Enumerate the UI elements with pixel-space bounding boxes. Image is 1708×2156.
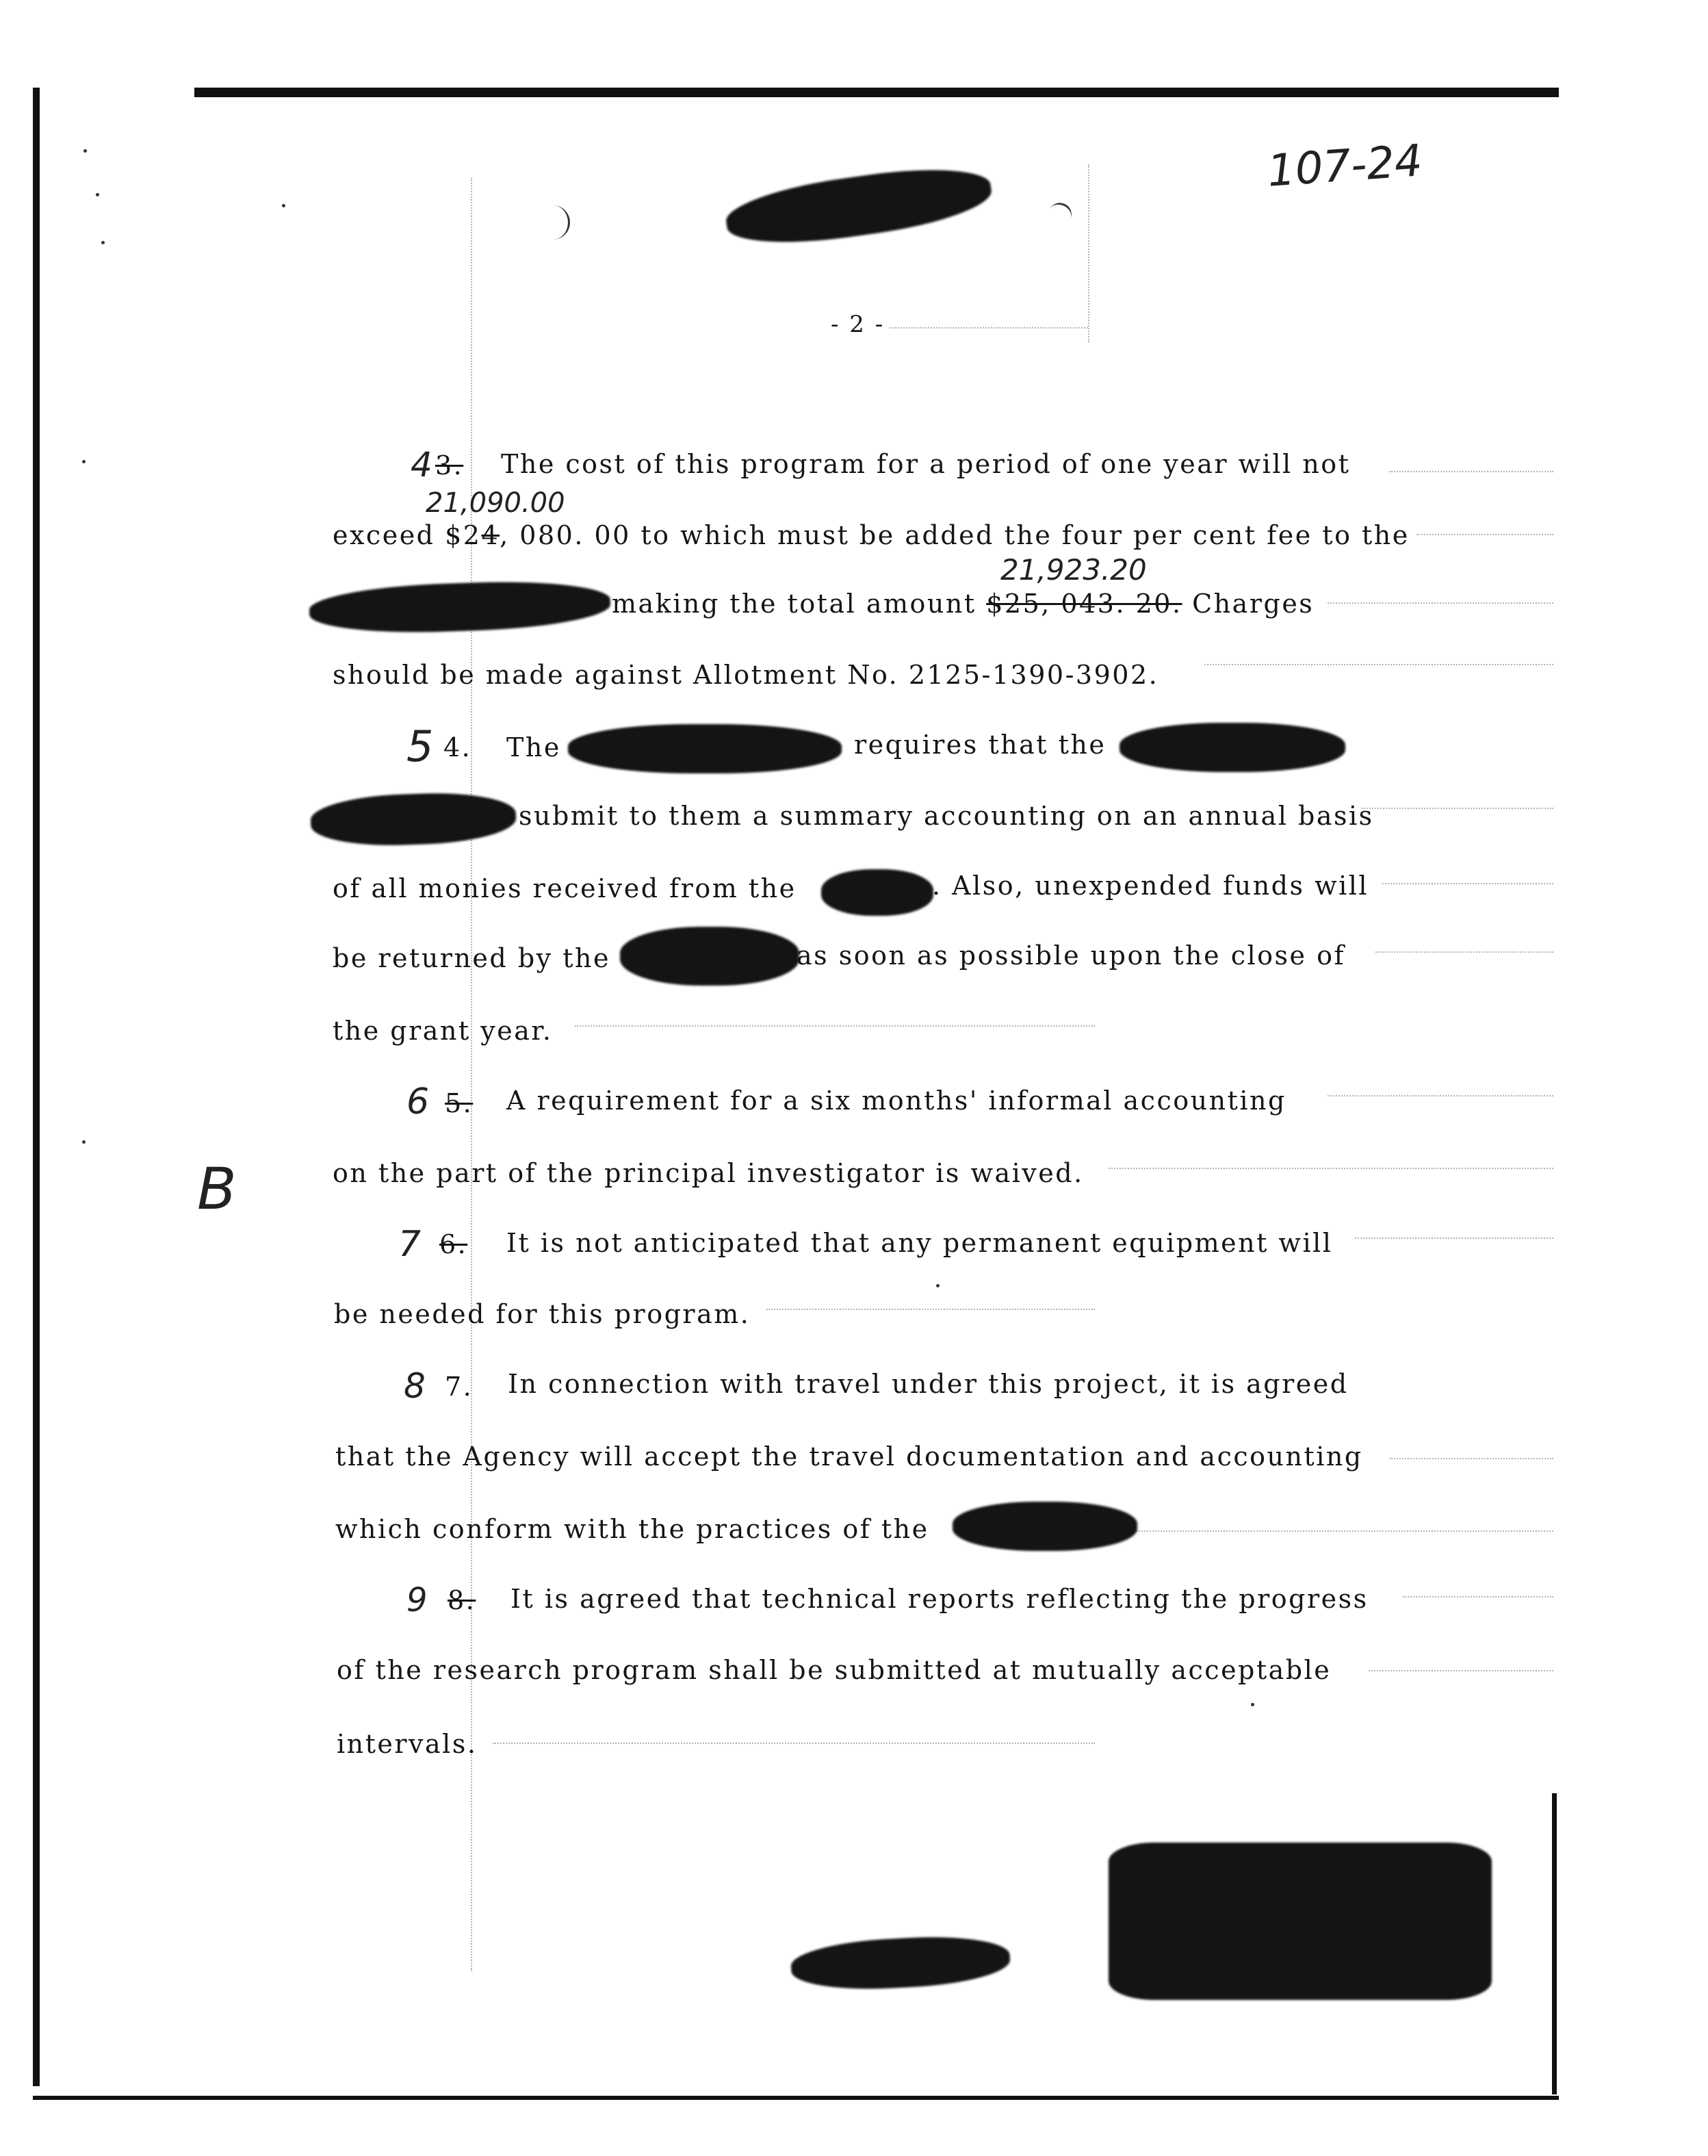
guide-line xyxy=(575,1025,1095,1027)
paragraph-7-line-1: In connection with travel under this project, it is agreed xyxy=(508,1369,1349,1399)
guide-line xyxy=(1204,664,1553,665)
redacted-signature-block xyxy=(1109,1843,1492,2000)
guide-line xyxy=(1382,883,1553,884)
hand-paragraph-number: 7 xyxy=(398,1224,422,1265)
scan-speck xyxy=(82,1140,86,1144)
paragraph-8-line-1: It is agreed that technical reports reflecting the progress xyxy=(510,1584,1369,1614)
redacted-text xyxy=(310,791,517,848)
typed-paragraph-number: 6. xyxy=(439,1229,468,1259)
paragraph-7-line-3: which conform with the practices of the xyxy=(335,1514,929,1544)
line-text: , 080. 00 to which must be added the four per cent fee to the xyxy=(500,520,1410,550)
paragraph-5-line-2: on the part of the principal investigator is waived. xyxy=(333,1158,1084,1188)
redacted-text xyxy=(309,578,611,636)
paragraph-4-line-1a: The xyxy=(506,732,561,762)
right-border-bar xyxy=(1552,1793,1557,2094)
guide-line xyxy=(1416,534,1553,535)
redacted-text xyxy=(953,1502,1137,1551)
paragraph-7-line-2: that the Agency will accept the travel documentation and accounting xyxy=(335,1441,1363,1472)
redacted-text xyxy=(568,724,842,773)
top-border-bar xyxy=(194,88,1559,97)
struck-amount: $25, 043. 20. xyxy=(986,589,1182,619)
guide-line xyxy=(1109,1168,1553,1169)
typed-paragraph-number: 5. xyxy=(445,1088,474,1118)
hand-paragraph-number: 4 xyxy=(411,445,432,485)
left-border-bar xyxy=(33,88,40,2086)
header-mark-left xyxy=(547,205,570,240)
paragraph-4-line-5: the grant year. xyxy=(333,1016,553,1046)
paragraph-8-line-3: intervals. xyxy=(337,1729,478,1759)
typed-paragraph-number: 3. xyxy=(435,450,464,480)
scan-speck xyxy=(936,1284,940,1287)
guide-line xyxy=(1136,1530,1553,1532)
paragraph-4-line-4a: be returned by the xyxy=(333,943,610,973)
guide-line xyxy=(1328,1095,1553,1096)
scan-speck xyxy=(82,460,86,463)
page-number-underline xyxy=(890,327,1088,329)
paragraph-4-line-3b: . Also, unexpended funds will xyxy=(932,871,1369,901)
scan-speck xyxy=(1251,1703,1254,1706)
guide-line xyxy=(1389,1458,1553,1459)
guide-line xyxy=(1389,471,1553,472)
page-number: - 2 - xyxy=(831,311,885,338)
scan-speck xyxy=(96,193,99,196)
paragraph-3-line-3 xyxy=(612,589,1314,619)
hand-amount-correction: 21,090.00 xyxy=(426,487,565,519)
typed-paragraph-number: 8. xyxy=(448,1585,476,1615)
hand-paragraph-number: 8 xyxy=(404,1366,426,1406)
hand-paragraph-number: 6 xyxy=(406,1081,430,1122)
guide-line xyxy=(1403,1596,1553,1597)
paragraph-3-line-1: The cost of this program for a period of one year will not xyxy=(501,449,1351,479)
header-mark-right xyxy=(1042,199,1076,235)
paragraph-3-line-2 xyxy=(333,520,1410,550)
paragraph-4-line-1b: requires that the xyxy=(854,730,1107,760)
line-text: Charges xyxy=(1182,589,1315,619)
hand-paragraph-number: 5 xyxy=(406,721,434,771)
bottom-border-bar xyxy=(33,2096,1559,2100)
paragraph-4-line-2: submit to them a summary accounting on an annual basis xyxy=(519,801,1374,831)
margin-annotation-b: B xyxy=(197,1155,237,1222)
guide-line xyxy=(1369,1670,1553,1671)
paragraph-4-line-3a: of all monies received from the xyxy=(333,873,797,903)
guide-line xyxy=(1362,808,1553,809)
redacted-text xyxy=(1120,723,1345,772)
guide-line xyxy=(493,1743,1095,1744)
file-reference-annotation: 107-24 xyxy=(1265,136,1424,197)
redacted-text xyxy=(620,927,799,986)
guide-line xyxy=(1328,602,1553,604)
vertical-guide xyxy=(471,178,472,1971)
redacted-classification-header xyxy=(723,158,995,253)
vertical-guide xyxy=(1088,164,1089,342)
redacted-text xyxy=(821,869,933,916)
paragraph-8-line-2: of the research program shall be submitted at mutually acceptable xyxy=(337,1655,1332,1685)
paragraph-3-line-4: should be made against Allotment No. 2125-1390-3902. xyxy=(333,660,1159,690)
line-text: making the total amount xyxy=(612,589,987,619)
paragraph-5-line-1: A requirement for a six months' informal accounting xyxy=(506,1086,1286,1116)
guide-line xyxy=(1355,1237,1553,1239)
redacted-classification-footer xyxy=(790,1933,1011,1994)
paragraph-6-line-2: be needed for this program. xyxy=(334,1299,751,1329)
scan-speck xyxy=(101,241,105,244)
typed-paragraph-number: 4. xyxy=(443,732,472,762)
guide-line xyxy=(1375,951,1553,953)
guide-line xyxy=(766,1309,1095,1310)
struck-digit: 4 xyxy=(481,520,500,550)
hand-paragraph-number: 9 xyxy=(406,1581,428,1619)
scan-speck xyxy=(282,204,285,207)
line-text: exceed $2 xyxy=(333,520,482,550)
hand-total-correction: 21,923.20 xyxy=(1000,553,1147,587)
paragraph-6-line-1: It is not anticipated that any permanent equipment will xyxy=(506,1228,1333,1258)
typed-paragraph-number: 7. xyxy=(445,1372,474,1402)
paragraph-4-line-4b: as soon as possible upon the close of xyxy=(797,940,1346,971)
scan-speck xyxy=(83,149,87,153)
